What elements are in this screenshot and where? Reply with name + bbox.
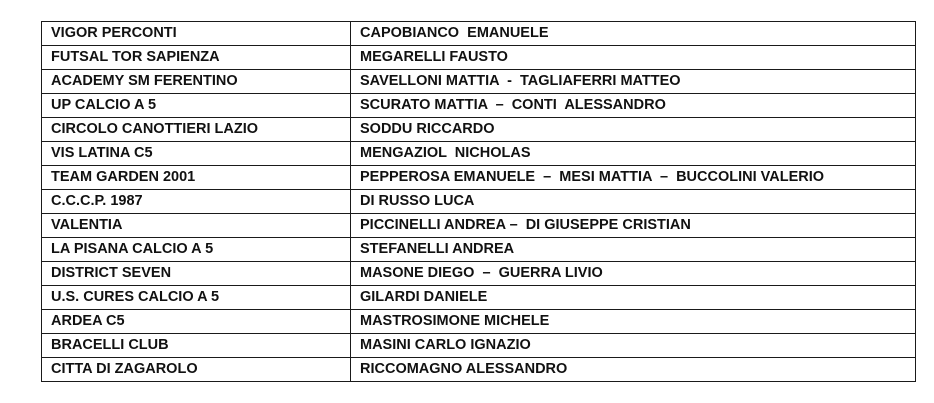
team-player-table [41,21,916,382]
table-row [42,94,916,118]
players-cell: MASINI CARLO IGNAZIO [351,334,916,358]
team-cell: DISTRICT SEVEN [42,262,351,286]
players-cell: GILARDI DANIELE [351,286,916,310]
table-row [42,190,916,214]
table-row [42,214,916,238]
players-cell: CAPOBIANCO EMANUELE [351,22,916,46]
team-cell: UP CALCIO A 5 [42,94,351,118]
team-cell: BRACELLI CLUB [42,334,351,358]
team-cell: C.C.C.P. 1987 [42,190,351,214]
table-row [42,142,916,166]
team-cell: CIRCOLO CANOTTIERI LAZIO [42,118,351,142]
players-cell: SCURATO MATTIA – CONTI ALESSANDRO [351,94,916,118]
players-cell: RICCOMAGNO ALESSANDRO [351,358,916,382]
table-body [42,22,916,382]
team-cell: LA PISANA CALCIO A 5 [42,238,351,262]
table-row [42,310,916,334]
players-cell: STEFANELLI ANDREA [351,238,916,262]
team-cell: U.S. CURES CALCIO A 5 [42,286,351,310]
players-cell: MENGAZIOL NICHOLAS [351,142,916,166]
table-row [42,22,916,46]
team-cell: CITTA DI ZAGAROLO [42,358,351,382]
players-cell: PICCINELLI ANDREA – DI GIUSEPPE CRISTIAN [351,214,916,238]
table-row [42,70,916,94]
team-cell: FUTSAL TOR SAPIENZA [42,46,351,70]
table-row [42,238,916,262]
team-cell: TEAM GARDEN 2001 [42,166,351,190]
table-row [42,46,916,70]
team-cell: ACADEMY SM FERENTINO [42,70,351,94]
players-cell: PEPPEROSA EMANUELE – MESI MATTIA – BUCCOLINI VALERIO [351,166,916,190]
players-cell: SODDU RICCARDO [351,118,916,142]
team-cell: VIS LATINA C5 [42,142,351,166]
team-cell: ARDEA C5 [42,310,351,334]
players-cell: SAVELLONI MATTIA - TAGLIAFERRI MATTEO [351,70,916,94]
players-cell: MASTROSIMONE MICHELE [351,310,916,334]
table-row [42,118,916,142]
table-row [42,166,916,190]
team-cell: VIGOR PERCONTI [42,22,351,46]
players-cell: DI RUSSO LUCA [351,190,916,214]
table-row [42,286,916,310]
team-cell: VALENTIA [42,214,351,238]
players-cell: MASONE DIEGO – GUERRA LIVIO [351,262,916,286]
players-cell: MEGARELLI FAUSTO [351,46,916,70]
table-row [42,334,916,358]
table-row [42,262,916,286]
table-row [42,358,916,382]
